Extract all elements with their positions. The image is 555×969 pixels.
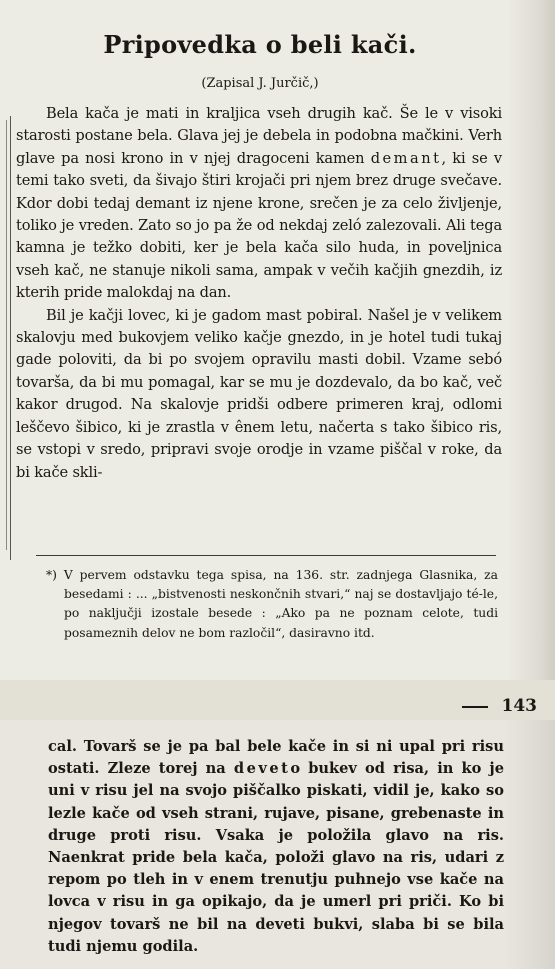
continuation-paragraph [48,736,504,958]
footnote [46,566,498,643]
page-number-dash [462,706,488,708]
continuation-text [48,736,504,958]
article-body [16,103,502,484]
article-title: Pripovedka o beli kači. [103,30,417,59]
article-byline: (Zapisal J. Jurčič,) [201,76,319,91]
page-number [462,696,538,716]
paragraph-1-start: Bela kača je mati in kraljica vseh drugih kač. Še le v visoki starosti postane bela. Glava jej je debela in podobna mačkini. Verh glave pa nosi krono in v njej dragoceni kamen [16,105,502,167]
margin-rule [10,116,11,560]
facing-page-edge [508,0,555,680]
paragraph-1-rest: , ki se v temi tako sveti, da šivajo štiri krojači pri njem brez druge svečave. Kdor dobi tedaj demant iz njene krone, srečen je za celo življenje, toliko je vreden. Zato so jo pa že od nekdaj zeló zalezovali. Ali tega kamna je težko dobiti, ker je bela kača silo huda, in poveljnica vseh kač, ne stanuje nikoli sama, ampak v večih kačjih gnezdih, iz kterih pride malokdaj na dan. [16,149,502,302]
footnote-text: *) V pervem odstavku tega spisa, na 136. str. zadnjega Glasnika, za besedami : ... „bistvenosti neskončnih stvari,“ naj se dostavljajo té-le, po naključji izostale besede : „Ako pa ne poznam celote, tudi posameznih delov ne bom razločil“, dasiravno itd. [46,568,498,640]
margin-rule-inner [6,120,7,550]
paragraph-1 [16,103,502,305]
continuation-rest: o bukev od risa, in ko je uni v risu jel na svojo piščalko piskati, vidil je, kako so lezle kače od vseh strani, rujave, pisane, grebenaste in druge proti risu. Vsaka je položila glavo na ris. Naenkrat pride bela kača, položi glavo na ris, udari z repom po tleh in v enem trenutju puhnejo vse kače na lovca v risu in ga opikajo, da je umerl pri priči. Ko bi njegov tovarš ne bil na deveti bukvi, slaba bi se bila tudi njemu godila. [48,760,505,955]
page-edge-shadow [504,720,555,969]
footnote-divider [36,555,496,556]
paragraph-2: Bil je kačji lovec, ki je gadom mast pobiral. Našel je v velikem skalovju med bukovjem veliko kačje gnezdo, in je hotel tudi tukaj gade poloviti, da bi po svojem opravilu masti dobil. Vzame sebó tovarša, da bi mu pomagal, kar se mu je dozdevalo, da bo kač, več kakor drugod. Na skalovje pridši odbere primeren kraj, odlomi leščevo šibico, ki je zrastla v ênem letu, načerta s tako šibico ris, se vstopi v sredo, pripravi svoje orodje in vzame piščal v roke, da bi kače skli- [16,306,502,481]
paragraph-1-spaced-word: demant [370,149,442,167]
page-number-value: 143 [501,696,537,716]
continuation-spaced-word: devet [233,760,291,778]
continuation-start: cal. Tovarš se je pa bal bele kače in si ni upal pri risu ostati. Zleze torej na [48,738,504,778]
